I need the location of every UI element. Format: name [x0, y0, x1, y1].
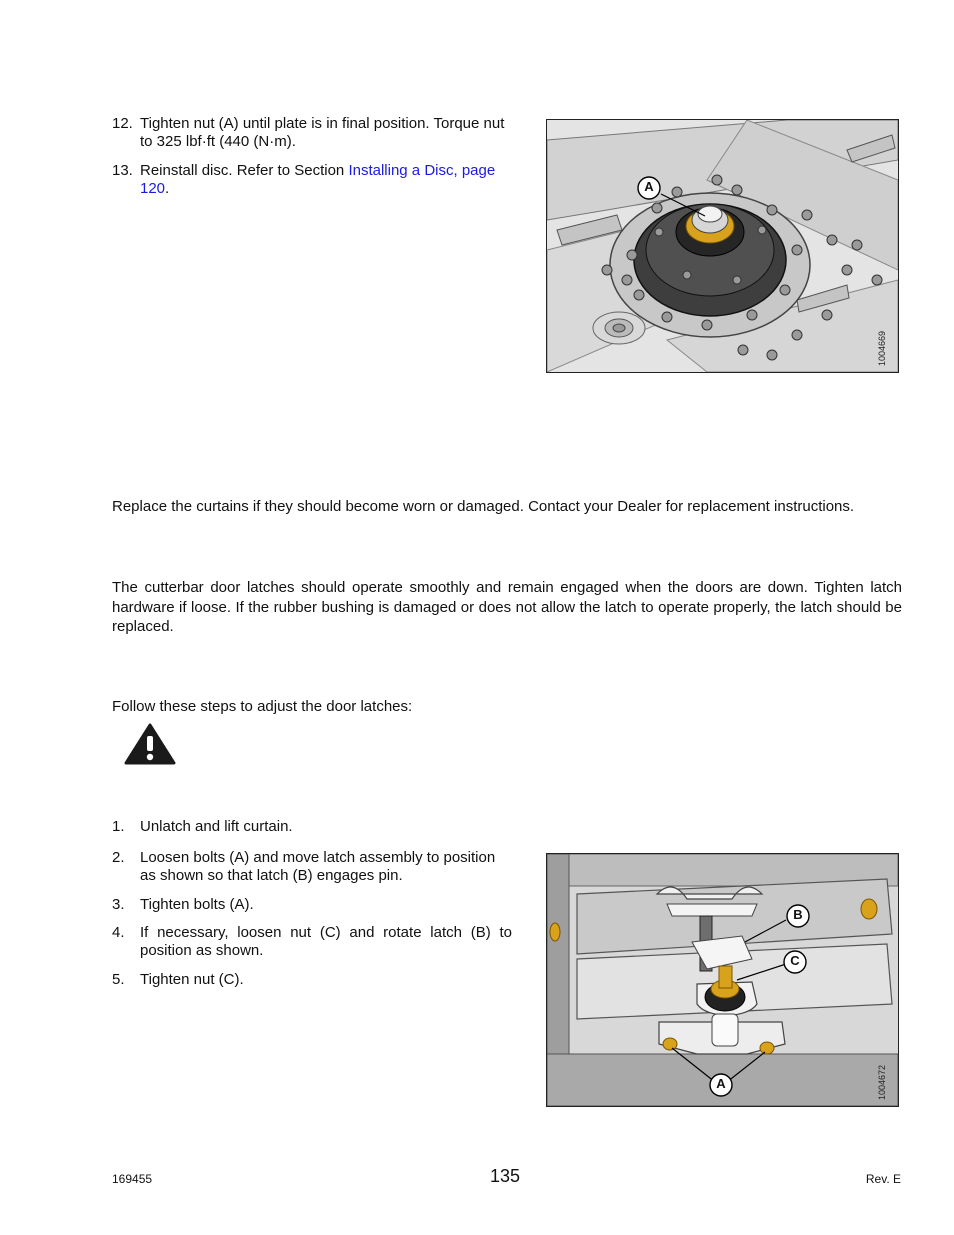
page-number: 135 [489, 1166, 521, 1186]
step-text: Tighten nut (A) until plate is in final position. Torque nut to 325 lbf·ft (440 (N·m). [140, 115, 505, 150]
figure-id: 1004672 [877, 1064, 887, 1100]
warning-triangle-icon [124, 723, 176, 765]
callout-c: C [790, 953, 800, 968]
figure-door-latch [546, 853, 899, 1107]
step-text: Unlatch and lift curtain. [140, 818, 293, 835]
step-text: If necessary, loosen nut (C) and rotate latch (B) to position as shown. [140, 924, 512, 959]
door-latch-illustration [547, 854, 898, 1106]
section-link[interactable]: Installing a Disc, page 120 [140, 162, 496, 197]
step-number: 2. [112, 849, 125, 866]
step-text: Reinstall disc. Refer to Section Installing a Disc, page 120. [140, 162, 496, 197]
callout-a: A [644, 179, 654, 194]
callout-b: B [793, 907, 803, 922]
step-number: 3. [112, 896, 125, 913]
curtains-paragraph: Replace the curtains if they should become worn or damaged. Contact your Dealer for replacement instructions. [112, 498, 855, 515]
step-text: Tighten bolts (A). [140, 896, 254, 913]
latches-paragraph: The cutterbar door latches should operate smoothly and remain engaged when the doors are down. Tighten latch hardware if loose. If the rubber bushing is damaged or does not allow the latch to operate properly, the latch should be replaced. [112, 579, 902, 635]
step-number: 13. [112, 162, 133, 179]
step-number: 1. [112, 818, 125, 835]
step-number: 4. [112, 924, 125, 941]
document-number: 169455 [112, 1172, 153, 1186]
callout-a: A [716, 1076, 726, 1091]
step-text: Tighten nut (C). [140, 971, 244, 988]
figure-disc-plate [546, 119, 899, 373]
step-number: 12. [112, 115, 133, 132]
figure-id: 1004669 [877, 330, 887, 366]
step-number: 5. [112, 971, 125, 988]
step-text: Loosen bolts (A) and move latch assembly to position as shown so that latch (B) engages pin. [140, 849, 496, 884]
disc-plate-illustration [547, 120, 898, 372]
adjust-intro: Follow these steps to adjust the door latches: [112, 698, 413, 715]
revision: Rev. E [865, 1172, 901, 1186]
